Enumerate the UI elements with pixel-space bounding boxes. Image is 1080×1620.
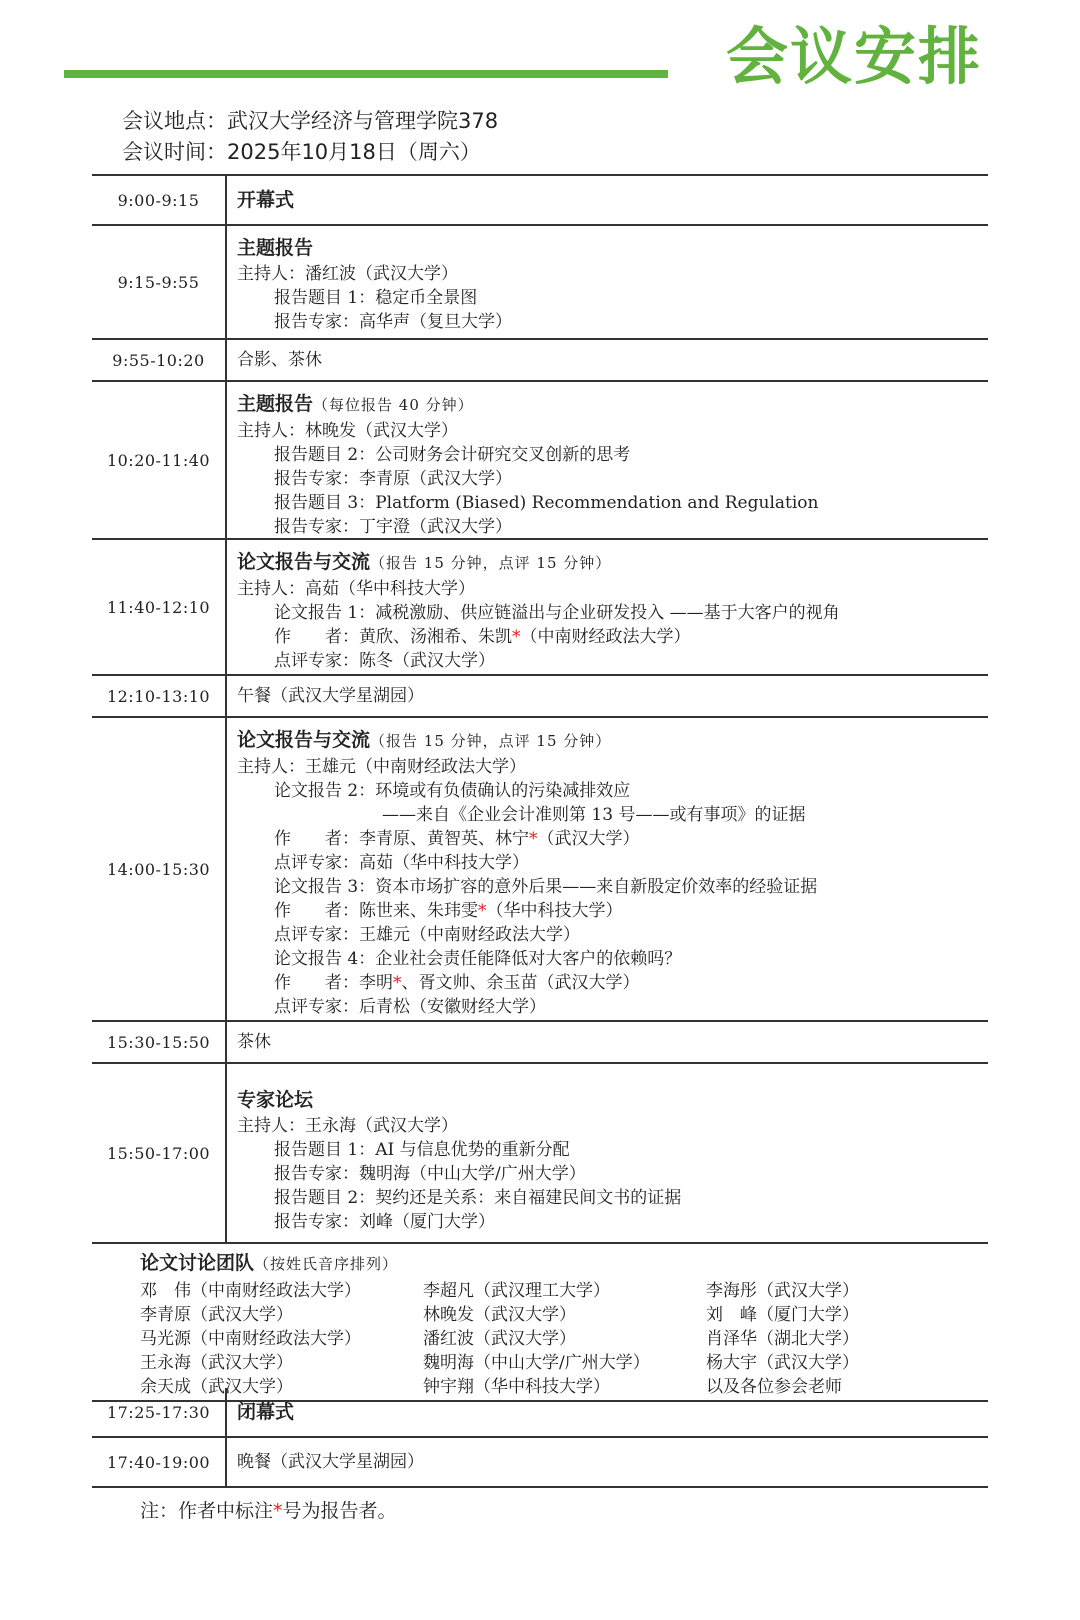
row-content xyxy=(227,1438,988,1486)
meeting-time: 会议时间：2025年10月18日（周六） xyxy=(122,140,481,164)
session-title: 主题报告 xyxy=(237,237,314,259)
presenter-mark: * xyxy=(512,627,521,647)
team-member: 林晚发（武汉大学） xyxy=(423,1305,576,1325)
page-title: 会议安排 xyxy=(725,20,982,93)
schedule-row xyxy=(92,540,988,676)
row-content xyxy=(227,1388,988,1436)
team-member: 刘 峰（厦门大学） xyxy=(706,1305,859,1325)
team-title: 论文讨论团队 xyxy=(140,1252,255,1274)
schedule-row xyxy=(92,1438,988,1488)
row-content xyxy=(227,382,988,538)
team-member: 魏明海（中山大学/广州大学） xyxy=(423,1353,650,1373)
team-member: 李海彤（武汉大学） xyxy=(706,1281,859,1301)
session-text: 茶休 xyxy=(237,1032,271,1052)
session-text: 午餐（武汉大学星湖园） xyxy=(237,686,424,706)
session-title: 专家论坛 xyxy=(237,1089,314,1111)
presenter-mark: * xyxy=(273,1500,283,1522)
meeting-meta xyxy=(122,106,498,168)
schedule-row xyxy=(92,382,988,540)
paper-authors: 作 者：黄欣、汤湘希、朱凯*（中南财经政法大学） xyxy=(274,627,691,647)
session-title: 论文报告与交流 xyxy=(237,729,371,751)
row-time: 17:40-19:00 xyxy=(92,1438,227,1486)
paper-title: 论文报告 4：企业社会责任能降低对大客户的依赖吗？ xyxy=(274,949,682,969)
presenter-mark: * xyxy=(529,829,538,849)
row-time: 12:10-13:10 xyxy=(92,676,227,716)
session-note: （报告 15 分钟，点评 15 分钟） xyxy=(370,554,612,572)
row-time: 9:15-9:55 xyxy=(92,226,227,338)
team-list xyxy=(92,1279,988,1399)
paper-reviewer: 点评专家：陈冬（武汉大学） xyxy=(274,651,495,671)
row-content xyxy=(227,176,988,224)
team-member: 潘红波（武汉大学） xyxy=(423,1329,576,1349)
row-content xyxy=(227,1064,988,1242)
report-title: 报告题目 3：Platform (Biased) Recommendation and Regulation xyxy=(274,493,819,513)
schedule-row xyxy=(92,340,988,382)
paper-reviewer: 点评专家：后青松（安徽财经大学） xyxy=(274,997,546,1017)
team-member: 杨大宇（武汉大学） xyxy=(706,1353,859,1373)
paper-reviewer: 点评专家：王雄元（中南财经政法大学） xyxy=(274,925,580,945)
session-title: 主题报告 xyxy=(237,393,314,415)
schedule-row xyxy=(92,176,988,226)
team-note: （按姓氏音序排列） xyxy=(254,1255,399,1273)
team-member: 邓 伟（中南财经政法大学） xyxy=(140,1281,361,1301)
paper-reviewer: 点评专家：高茹（华中科技大学） xyxy=(274,853,529,873)
schedule-row xyxy=(92,1064,988,1244)
row-time: 15:30-15:50 xyxy=(92,1022,227,1062)
team-member: 肖泽华（湖北大学） xyxy=(706,1329,859,1349)
paper-title: 论文报告 2：环境或有负债确认的污染减排效应 xyxy=(274,781,631,801)
paper-authors: 作 者：陈世来、朱玮雯*（华中科技大学） xyxy=(274,901,623,921)
paper-subtitle: ——来自《企业会计准则第 13 号——或有事项》的证据 xyxy=(382,805,806,825)
row-time: 11:40-12:10 xyxy=(92,540,227,674)
report-title: 报告题目 2：公司财务会计研究交叉创新的思考 xyxy=(274,445,631,465)
schedule-row xyxy=(92,718,988,1022)
schedule-table xyxy=(92,174,988,1244)
report-expert: 报告专家：李青原（武汉大学） xyxy=(274,469,512,489)
session-title: 论文报告与交流 xyxy=(237,551,371,573)
row-content xyxy=(227,540,988,674)
header-bar xyxy=(64,70,668,78)
paper-authors: 作 者：李青原、黄智英、林宁*（武汉大学） xyxy=(274,829,640,849)
session-title: 开幕式 xyxy=(237,189,295,211)
team-member: 马光源（中南财经政法大学） xyxy=(140,1329,361,1349)
session-title: 闭幕式 xyxy=(237,1401,295,1423)
session-text: 晚餐（武汉大学星湖园） xyxy=(237,1452,424,1472)
host-line: 主持人：林晚发（武汉大学） xyxy=(237,421,458,441)
row-time: 17:25-17:30 xyxy=(92,1388,227,1436)
row-content xyxy=(227,718,988,1020)
report-expert: 报告专家：魏明海（中山大学/广州大学） xyxy=(274,1164,586,1184)
report-expert: 报告专家：高华声（复旦大学） xyxy=(274,312,512,332)
closing-table xyxy=(92,1388,988,1488)
host-line: 主持人：高茹（华中科技大学） xyxy=(237,579,475,599)
schedule-row xyxy=(92,1022,988,1064)
host-line: 主持人：王雄元（中南财经政法大学） xyxy=(237,757,526,777)
row-time: 10:20-11:40 xyxy=(92,382,227,538)
row-content xyxy=(227,226,988,338)
team-member: 王永海（武汉大学） xyxy=(140,1353,293,1373)
team-member: 余天成（武汉大学） xyxy=(140,1377,293,1397)
report-title: 报告题目 2：契约还是关系：来自福建民间文书的证据 xyxy=(274,1188,682,1208)
schedule-row xyxy=(92,676,988,718)
session-text: 合影、茶休 xyxy=(237,350,322,370)
paper-title: 论文报告 1：减税激励、供应链溢出与企业研发投入 ——基于大客户的视角 xyxy=(274,603,840,623)
paper-authors: 作 者：李明*、胥文帅、余玉苗（武汉大学） xyxy=(274,973,640,993)
paper-title: 论文报告 3：资本市场扩容的意外后果——来自新股定价效率的经验证据 xyxy=(274,877,818,897)
row-time: 14:00-15:30 xyxy=(92,718,227,1020)
schedule-row xyxy=(92,1388,988,1438)
row-time: 9:00-9:15 xyxy=(92,176,227,224)
report-expert: 报告专家：刘峰（厦门大学） xyxy=(274,1212,495,1232)
session-note: （每位报告 40 分钟） xyxy=(313,396,474,414)
report-title: 报告题目 1：稳定币全景图 xyxy=(274,288,478,308)
meeting-location: 会议地点：武汉大学经济与管理学院378 xyxy=(122,109,499,133)
team-member: 李青原（武汉大学） xyxy=(140,1305,293,1325)
presenter-mark: * xyxy=(393,973,402,993)
row-content xyxy=(227,340,988,380)
footnote: 注：作者中标注*号为报告者。 xyxy=(140,1500,397,1522)
row-content xyxy=(227,676,988,716)
report-expert: 报告专家：丁宇澄（武汉大学） xyxy=(274,517,512,537)
discussion-team xyxy=(92,1240,988,1402)
row-content xyxy=(227,1022,988,1062)
host-line: 主持人：潘红波（武汉大学） xyxy=(237,264,458,284)
team-member: 钟宇翔（华中科技大学） xyxy=(423,1377,610,1397)
team-member: 李超凡（武汉理工大学） xyxy=(423,1281,610,1301)
schedule-row xyxy=(92,226,988,340)
report-title: 报告题目 1：AI 与信息优势的重新分配 xyxy=(274,1140,570,1160)
row-time: 15:50-17:00 xyxy=(92,1064,227,1242)
team-member: 以及各位参会老师 xyxy=(706,1377,842,1397)
host-line: 主持人：王永海（武汉大学） xyxy=(237,1116,458,1136)
row-time: 9:55-10:20 xyxy=(92,340,227,380)
presenter-mark: * xyxy=(478,901,487,921)
session-note: （报告 15 分钟，点评 15 分钟） xyxy=(370,732,612,750)
